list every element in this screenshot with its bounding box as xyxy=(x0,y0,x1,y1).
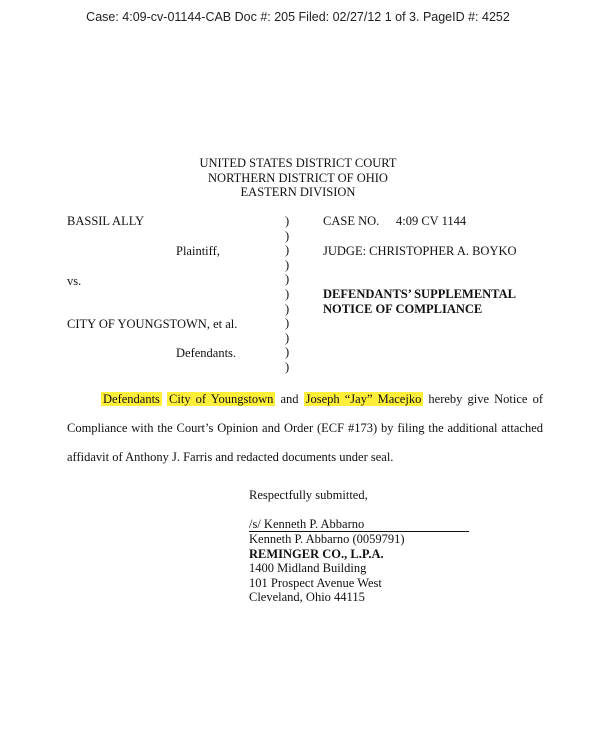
address-line1: 1400 Midland Building xyxy=(249,561,367,575)
closing: Respectfully submitted, xyxy=(249,488,368,502)
highlight-defendants: Defendants xyxy=(103,392,160,406)
body-rest: hereby give Notice of Compliance with the Court’s Opinion and Order (ECF #173) by filing the additional attached affidavit of Anthony J. Farris and redacted documents under seal. xyxy=(67,392,543,464)
highlight-macejko: Joseph “Jay” Macejko xyxy=(305,392,422,406)
case-number-value: 4:09 CV 1144 xyxy=(396,214,467,228)
signature-block xyxy=(249,488,469,605)
caption-parentheses xyxy=(285,214,289,375)
document-title-line2: NOTICE OF COMPLIANCE xyxy=(323,302,483,316)
court-division: EASTERN DIVISION xyxy=(240,185,356,199)
paren: ) xyxy=(285,316,290,331)
plaintiff-name: BASSIL ALLY xyxy=(67,214,145,228)
paren: ) xyxy=(285,286,290,301)
notice-body xyxy=(67,385,543,472)
court-district: NORTHERN DISTRICT OF OHIO xyxy=(208,170,388,185)
firm-name: REMINGER CO., L.P.A. xyxy=(249,546,384,561)
judge-line: JUDGE: CHRISTOPHER A. BOYKO xyxy=(323,244,517,258)
paren: ) xyxy=(285,272,290,287)
attorney-name: Kenneth P. Abbarno (0059791) xyxy=(249,532,405,546)
versus-label: vs. xyxy=(67,274,82,288)
defendant-name: CITY OF YOUNGSTOWN, et al. xyxy=(67,317,238,331)
body-and: and xyxy=(275,392,304,406)
paren: ) xyxy=(285,243,290,258)
document-title-line1: DEFENDANTS’ SUPPLEMENTAL xyxy=(323,287,516,301)
paren: ) xyxy=(285,228,290,243)
case-header-stamp: Case: 4:09-cv-01144-CAB Doc #: 205 Filed: 02/27/12 1 of 3. PageID #: 4252 xyxy=(86,10,510,24)
address-line3: Cleveland, Ohio 44115 xyxy=(249,590,365,604)
paren: ) xyxy=(285,214,290,228)
plaintiff-role: Plaintiff, xyxy=(176,244,220,258)
court-name: UNITED STATES DISTRICT COURT xyxy=(199,156,397,170)
electronic-signature: /s/ Kenneth P. Abbarno xyxy=(249,517,469,533)
defendant-role: Defendants. xyxy=(176,346,237,360)
highlight-city: City of Youngstown xyxy=(169,392,274,406)
paren: ) xyxy=(285,257,290,272)
paren: ) xyxy=(285,359,290,374)
case-caption xyxy=(0,214,596,384)
paren: ) xyxy=(285,345,290,360)
case-number-label: CASE NO. xyxy=(323,214,380,228)
paren: ) xyxy=(285,301,290,316)
paren: ) xyxy=(285,330,290,345)
address-line2: 101 Prospect Avenue West xyxy=(249,575,382,590)
court-heading xyxy=(0,156,596,200)
